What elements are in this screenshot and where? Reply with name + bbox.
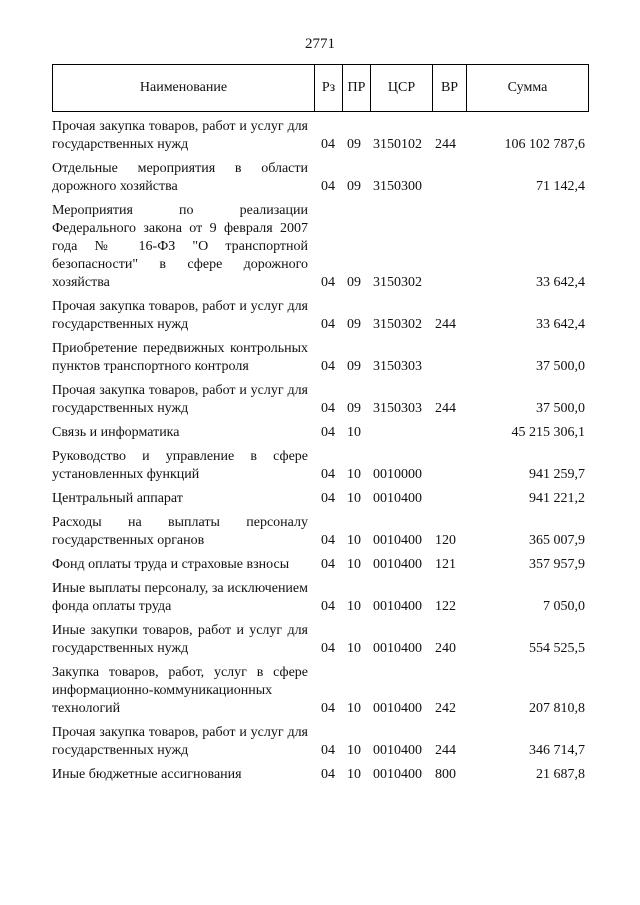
row-sum: 365 007,9 xyxy=(529,533,585,548)
row-rz: 04 xyxy=(321,179,335,194)
row-rz: 04 xyxy=(321,533,335,548)
header-csr: ЦСР xyxy=(371,65,433,111)
row-pr: 09 xyxy=(347,179,361,194)
table-row xyxy=(52,448,589,484)
table-body xyxy=(52,112,589,784)
row-pr: 09 xyxy=(347,401,361,416)
table-row xyxy=(52,202,589,292)
row-vr: 242 xyxy=(435,701,456,716)
row-pr: 09 xyxy=(347,317,361,332)
row-pr: 10 xyxy=(347,641,361,656)
row-rz: 04 xyxy=(321,491,335,506)
header-rz: Рз xyxy=(315,65,343,111)
row-sum: 37 500,0 xyxy=(536,401,585,416)
row-pr: 09 xyxy=(347,137,361,152)
row-csr: 3150102 xyxy=(373,137,422,152)
row-rz: 04 xyxy=(321,137,335,152)
row-sum: 207 810,8 xyxy=(529,701,585,716)
row-vr: 244 xyxy=(435,401,456,416)
header-vr: ВР xyxy=(433,65,467,111)
row-name: Прочая закупка товаров, работ и услуг для государственных нужд xyxy=(52,725,308,758)
table-row xyxy=(52,490,589,508)
row-rz: 04 xyxy=(321,359,335,374)
row-pr: 10 xyxy=(347,599,361,614)
row-pr: 09 xyxy=(347,359,361,374)
table-row xyxy=(52,622,589,658)
row-csr: 0010400 xyxy=(373,557,422,572)
row-rz: 04 xyxy=(321,599,335,614)
row-name: Мероприятия по реализации Федерального закона от 9 февраля 2007 года № 16-ФЗ "О транспортной безопасности" в сфере дорожного хозяйства xyxy=(52,203,308,290)
row-csr: 0010000 xyxy=(373,467,422,482)
row-pr: 10 xyxy=(347,491,361,506)
row-csr: 3150303 xyxy=(373,401,422,416)
row-name: Иные выплаты персоналу, за исключением фонда оплаты труда xyxy=(52,581,308,614)
row-sum: 71 142,4 xyxy=(536,179,585,194)
row-name: Фонд оплаты труда и страховые взносы xyxy=(52,557,290,572)
row-pr: 10 xyxy=(347,743,361,758)
row-sum: 941 221,2 xyxy=(529,491,585,506)
row-sum: 33 642,4 xyxy=(536,275,585,290)
table-row xyxy=(52,664,589,718)
row-csr: 0010400 xyxy=(373,641,422,656)
row-pr: 10 xyxy=(347,767,361,782)
page-number: 2771 xyxy=(305,36,335,52)
table-row xyxy=(52,118,589,154)
row-csr: 3150300 xyxy=(373,179,422,194)
row-rz: 04 xyxy=(321,467,335,482)
row-sum: 554 525,5 xyxy=(529,641,585,656)
row-sum: 357 957,9 xyxy=(529,557,585,572)
row-vr: 120 xyxy=(435,533,456,548)
row-rz: 04 xyxy=(321,317,335,332)
table-row xyxy=(52,556,589,574)
table-row xyxy=(52,298,589,334)
row-rz: 04 xyxy=(321,401,335,416)
row-name: Приобретение передвижных контрольных пунктов транспортного контроля xyxy=(52,341,308,374)
table-row xyxy=(52,340,589,376)
table-row xyxy=(52,766,589,784)
row-pr: 10 xyxy=(347,701,361,716)
row-name: Расходы на выплаты персоналу государственных органов xyxy=(52,515,308,548)
table-row xyxy=(52,160,589,196)
row-csr: 0010400 xyxy=(373,701,422,716)
table-row xyxy=(52,580,589,616)
row-vr: 244 xyxy=(435,743,456,758)
row-csr: 0010400 xyxy=(373,599,422,614)
row-csr: 3150302 xyxy=(373,275,422,290)
header-pr: ПР xyxy=(343,65,371,111)
row-sum: 37 500,0 xyxy=(536,359,585,374)
row-name: Связь и информатика xyxy=(52,425,180,440)
table-row xyxy=(52,382,589,418)
row-name: Руководство и управление в сфере установленных функций xyxy=(52,449,308,482)
row-csr: 0010400 xyxy=(373,533,422,548)
row-name: Отдельные мероприятия в области дорожного хозяйства xyxy=(52,161,308,194)
row-vr: 121 xyxy=(435,557,456,572)
table-row xyxy=(52,724,589,760)
header-name: Наименование xyxy=(53,65,315,111)
row-rz: 04 xyxy=(321,743,335,758)
row-sum: 21 687,8 xyxy=(536,767,585,782)
row-csr: 0010400 xyxy=(373,743,422,758)
row-name: Прочая закупка товаров, работ и услуг для государственных нужд xyxy=(52,383,308,416)
row-name: Прочая закупка товаров, работ и услуг для государственных нужд xyxy=(52,299,308,332)
row-name: Центральный аппарат xyxy=(52,491,183,506)
row-csr: 0010400 xyxy=(373,491,422,506)
row-sum: 941 259,7 xyxy=(529,467,585,482)
row-sum: 7 050,0 xyxy=(543,599,585,614)
row-csr: 0010400 xyxy=(373,767,422,782)
table-row xyxy=(52,514,589,550)
table-row xyxy=(52,424,589,442)
row-pr: 09 xyxy=(347,275,361,290)
row-sum: 106 102 787,6 xyxy=(504,137,585,152)
table-header xyxy=(52,64,589,112)
row-vr: 122 xyxy=(435,599,456,614)
row-pr: 10 xyxy=(347,533,361,548)
row-name: Иные бюджетные ассигнования xyxy=(52,767,242,782)
row-rz: 04 xyxy=(321,641,335,656)
row-name: Иные закупки товаров, работ и услуг для государственных нужд xyxy=(52,623,308,656)
row-csr: 3150302 xyxy=(373,317,422,332)
row-pr: 10 xyxy=(347,425,361,440)
row-rz: 04 xyxy=(321,767,335,782)
row-rz: 04 xyxy=(321,425,335,440)
row-sum: 346 714,7 xyxy=(529,743,585,758)
row-vr: 244 xyxy=(435,317,456,332)
row-rz: 04 xyxy=(321,557,335,572)
row-pr: 10 xyxy=(347,557,361,572)
row-sum: 45 215 306,1 xyxy=(511,425,585,440)
row-sum: 33 642,4 xyxy=(536,317,585,332)
row-vr: 800 xyxy=(435,767,456,782)
row-pr: 10 xyxy=(347,467,361,482)
row-vr: 240 xyxy=(435,641,456,656)
row-vr: 244 xyxy=(435,137,456,152)
row-name: Закупка товаров, работ, услуг в сфере информационно-коммуникационных технологий xyxy=(52,665,308,716)
row-csr: 3150303 xyxy=(373,359,422,374)
row-rz: 04 xyxy=(321,701,335,716)
header-sum: Сумма xyxy=(507,80,548,95)
row-rz: 04 xyxy=(321,275,335,290)
row-name: Прочая закупка товаров, работ и услуг для государственных нужд xyxy=(52,119,308,152)
